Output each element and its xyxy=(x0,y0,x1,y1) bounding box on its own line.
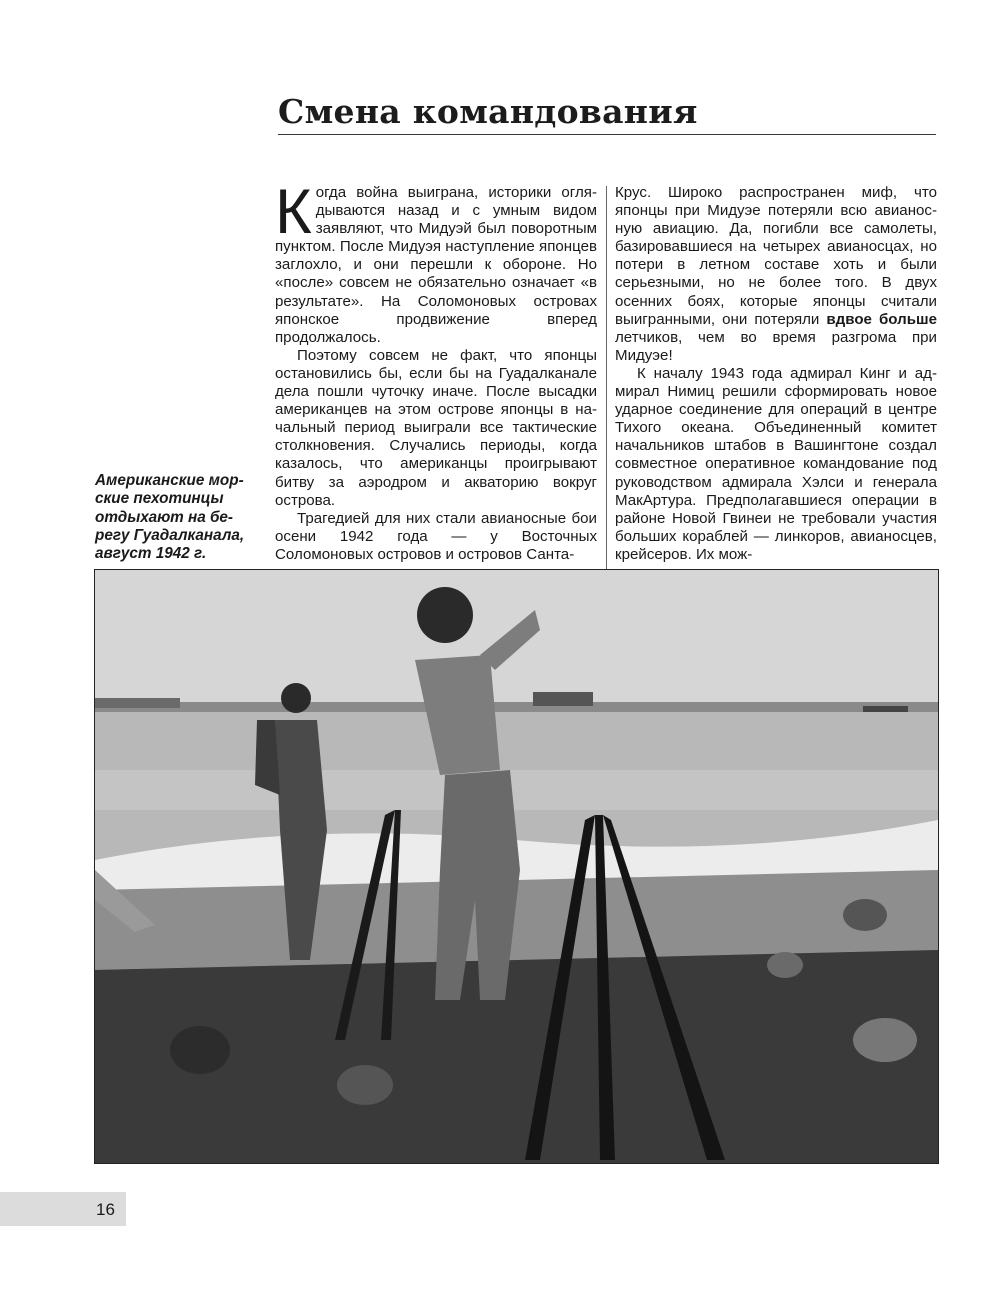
title-underline xyxy=(278,134,936,135)
article-column-2 xyxy=(615,184,937,564)
page-title: Смена командования xyxy=(278,92,698,131)
caption-line: отдыхают на бе- xyxy=(95,508,234,526)
paragraph-5: К началу 1943 года адмирал Кинг и адмирал Нимиц решили сформировать новое ударное соединение для операций в центре Тихого океана. Объединенный комитет начальников штабов в Вашингтоне создал совместное оперативное командование под руководством адмирала Хэлси и генерала МакАртура. Предполагавшиеся операции в районе Новой Гвинеи не требовали участия больших кораблей — линкоров, авианосцев, крейсеров. Их мож- xyxy=(615,364,937,563)
paragraph-4-text-a: Крус. Широко распространен миф, что японцы при Мидуэе потеряли всю авианосную авиацию. Да, погибли все самолеты, базировавшиеся на четырех авианосцах, но потери в летном составе хоть и были серьезными, но не более того. В двух осенних боях, которые японцы считали выигранными, они потеряли xyxy=(615,184,937,328)
paragraph-4-bold: вдвое больше xyxy=(826,310,937,328)
paragraph-1 xyxy=(275,177,597,347)
marines-beach-photo xyxy=(94,569,939,1164)
caption-line: регу Гуадалканала, xyxy=(95,526,245,544)
caption-line: ские пехотинцы xyxy=(95,490,224,508)
paragraph-2: Поэтому совсем не факт, что японцы остановились бы, если бы на Гуадалканале дела пошли чуточку иначе. После высадки американцев на этом острове японцы в начальный период выиграли все тактические столкновения. Случались периоды, когда казалось, что американцы проигрывают битву за аэродром и акваторию вокруг острова. xyxy=(275,346,597,509)
photo-caption xyxy=(95,472,260,563)
caption-line: Американские мор- xyxy=(95,472,244,489)
article-column-1 xyxy=(275,177,597,564)
paragraph-3: Трагедией для них стали авианосные бои осени 1942 года — у Восточных Соломоновых островов и островов Санта- xyxy=(275,509,597,563)
paragraph-1-text: огда война выиграна, историки оглядываются назад и с умным видом заявляют, что Мидуэй был поворотным пунктом. После Мидуэя наступление японцев заглохло, и они перешли к обороне. Но «после» совсем не обязательно означает «в результате». На Соломоновых островах японское продвижение вперед продолжалось. xyxy=(275,184,597,346)
paragraph-4 xyxy=(615,184,937,365)
page-number: 16 xyxy=(96,1200,115,1219)
column-divider xyxy=(606,186,607,574)
drop-cap: К xyxy=(275,177,312,247)
paragraph-4-text-b: летчиков, чем во время разгрома при Мидуэе! xyxy=(615,328,937,364)
caption-line: август 1942 г. xyxy=(95,545,207,563)
